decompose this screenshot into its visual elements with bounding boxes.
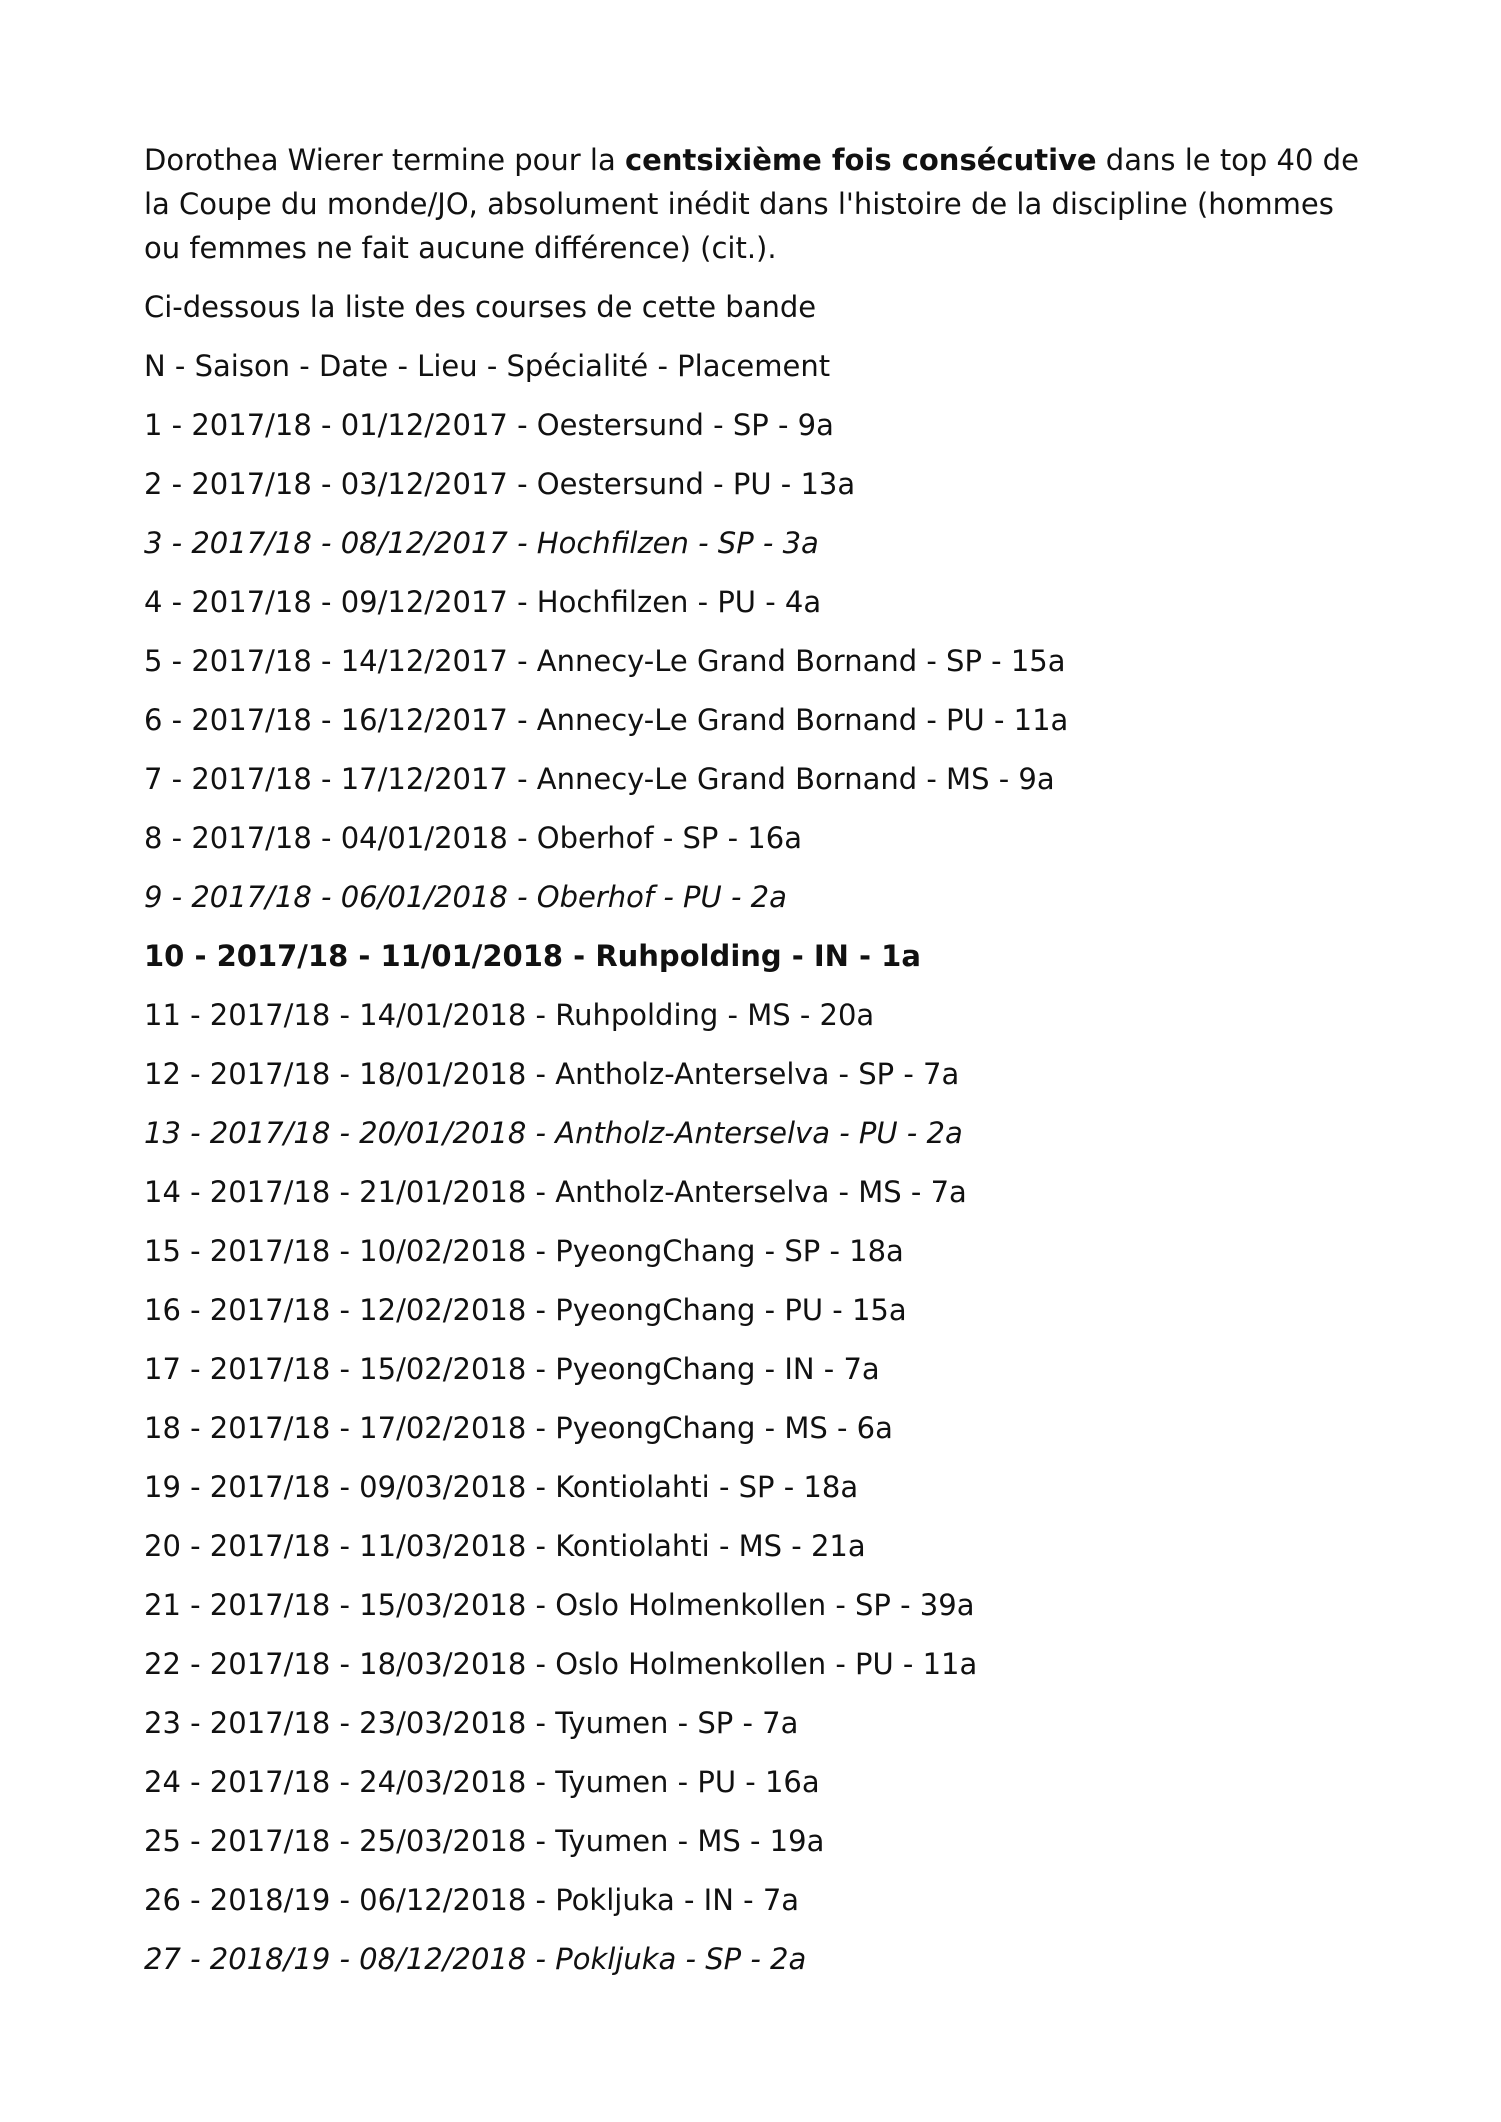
race-line: 14 - 2017/18 - 21/01/2018 - Antholz-Anterselva - MS - 7a <box>144 1175 967 1209</box>
race-line: 12 - 2017/18 - 18/01/2018 - Antholz-Anterselva - SP - 7a <box>144 1057 960 1091</box>
intro-text-bold: centsixième fois consécutive <box>624 143 1097 177</box>
list-header: N - Saison - Date - Lieu - Spécialité - Placement <box>144 349 831 383</box>
race-line: 27 - 2018/19 - 08/12/2018 - Pokljuka - SP - 2a <box>144 1942 807 1976</box>
list-subtitle: Ci-dessous la liste des courses de cette bande <box>144 290 817 324</box>
race-line: 10 - 2017/18 - 11/01/2018 - Ruhpolding - IN - 1a <box>144 939 921 973</box>
intro-text-before: Dorothea Wierer termine pour la <box>144 143 625 177</box>
race-line: 23 - 2017/18 - 23/03/2018 - Tyumen - SP - 7a <box>144 1706 799 1740</box>
document-page <box>144 138 1374 1981</box>
race-line: 24 - 2017/18 - 24/03/2018 - Tyumen - PU - 16a <box>144 1765 820 1799</box>
race-line: 16 - 2017/18 - 12/02/2018 - PyeongChang - PU - 15a <box>144 1293 907 1327</box>
race-line: 13 - 2017/18 - 20/01/2018 - Antholz-Anterselva - PU - 2a <box>144 1116 963 1150</box>
race-line: 7 - 2017/18 - 17/12/2017 - Annecy-Le Grand Bornand - MS - 9a <box>144 762 1055 796</box>
race-list <box>144 403 1374 1981</box>
race-line: 6 - 2017/18 - 16/12/2017 - Annecy-Le Grand Bornand - PU - 11a <box>144 703 1069 737</box>
race-line: 1 - 2017/18 - 01/12/2017 - Oestersund - SP - 9a <box>144 408 834 442</box>
race-line: 20 - 2017/18 - 11/03/2018 - Kontiolahti - MS - 21a <box>144 1529 866 1563</box>
race-line: 3 - 2017/18 - 08/12/2017 - Hochfilzen - SP - 3a <box>144 526 819 560</box>
race-line: 4 - 2017/18 - 09/12/2017 - Hochfilzen - PU - 4a <box>144 585 822 619</box>
race-line: 25 - 2017/18 - 25/03/2018 - Tyumen - MS - 19a <box>144 1824 825 1858</box>
race-line: 9 - 2017/18 - 06/01/2018 - Oberhof - PU - 2a <box>144 880 787 914</box>
intro-paragraph <box>144 138 1374 270</box>
race-line: 5 - 2017/18 - 14/12/2017 - Annecy-Le Grand Bornand - SP - 15a <box>144 644 1066 678</box>
intro-text-after: dans le top 40 de la Coupe du monde/JO, absolument inédit dans l'histoire de la discipline (hommes ou femmes ne fait aucune différence) (cit.). <box>144 143 1359 265</box>
race-line: 17 - 2017/18 - 15/02/2018 - PyeongChang - IN - 7a <box>144 1352 880 1386</box>
race-line: 18 - 2017/18 - 17/02/2018 - PyeongChang - MS - 6a <box>144 1411 893 1445</box>
race-line: 11 - 2017/18 - 14/01/2018 - Ruhpolding - MS - 20a <box>144 998 875 1032</box>
race-line: 19 - 2017/18 - 09/03/2018 - Kontiolahti - SP - 18a <box>144 1470 859 1504</box>
race-line: 26 - 2018/19 - 06/12/2018 - Pokljuka - IN - 7a <box>144 1883 800 1917</box>
race-line: 8 - 2017/18 - 04/01/2018 - Oberhof - SP - 16a <box>144 821 802 855</box>
race-line: 15 - 2017/18 - 10/02/2018 - PyeongChang - SP - 18a <box>144 1234 904 1268</box>
race-line: 22 - 2017/18 - 18/03/2018 - Oslo Holmenkollen - PU - 11a <box>144 1647 978 1681</box>
race-line: 21 - 2017/18 - 15/03/2018 - Oslo Holmenkollen - SP - 39a <box>144 1588 975 1622</box>
race-line: 2 - 2017/18 - 03/12/2017 - Oestersund - PU - 13a <box>144 467 856 501</box>
